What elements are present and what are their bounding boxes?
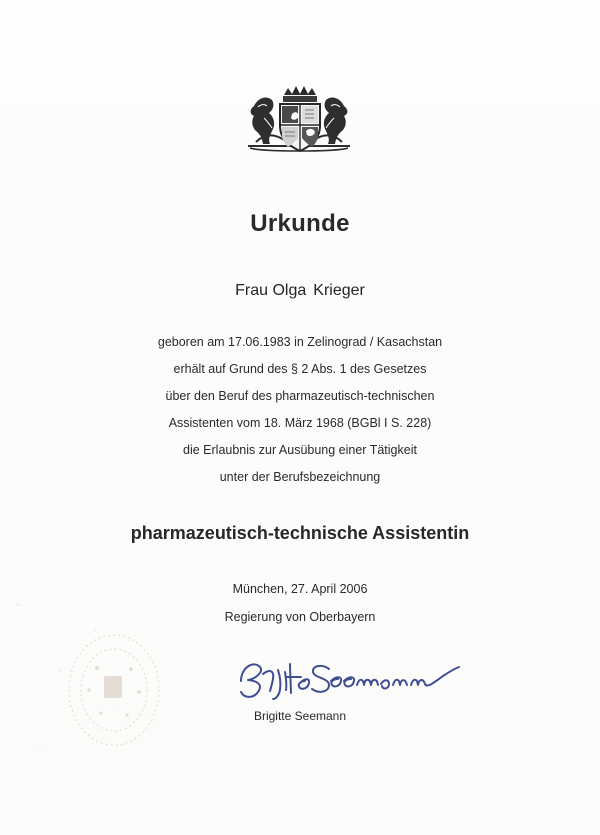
recipient-name [0,282,600,300]
signature-icon [233,650,463,702]
signatory-name: Brigitte Seemann [253,709,347,723]
occupation-title: pharmazeutisch-technische Assistentin [130,523,470,543]
body-line: unter der Berufsbezeichnung [219,470,381,484]
certificate-body [0,329,600,491]
body-line: die Erlaubnis zur Ausübung einer Tätigkeit [183,443,417,457]
certificate-title: Urkunde [250,210,350,237]
recipient-given-name: Frau Olga [235,282,307,299]
official-seal-icon [57,620,172,760]
issuing-authority: Regierung von Oberbayern [224,610,376,624]
body-line: über den Beruf des pharmazeutisch-technischen [165,389,435,403]
place-date: München, 27. April 2006 [232,582,368,596]
body-line: geboren am 17.06.1983 in Zelinograd / Kasachstan [157,335,443,349]
recipient-surname: Krieger [313,282,365,299]
coat-of-arms-icon [236,82,362,158]
body-line: Assistenten vom 18. März 1968 (BGBl I S. 228) [168,416,432,430]
body-line: erhält auf Grund des § 2 Abs. 1 des Gesetzes [173,362,427,376]
